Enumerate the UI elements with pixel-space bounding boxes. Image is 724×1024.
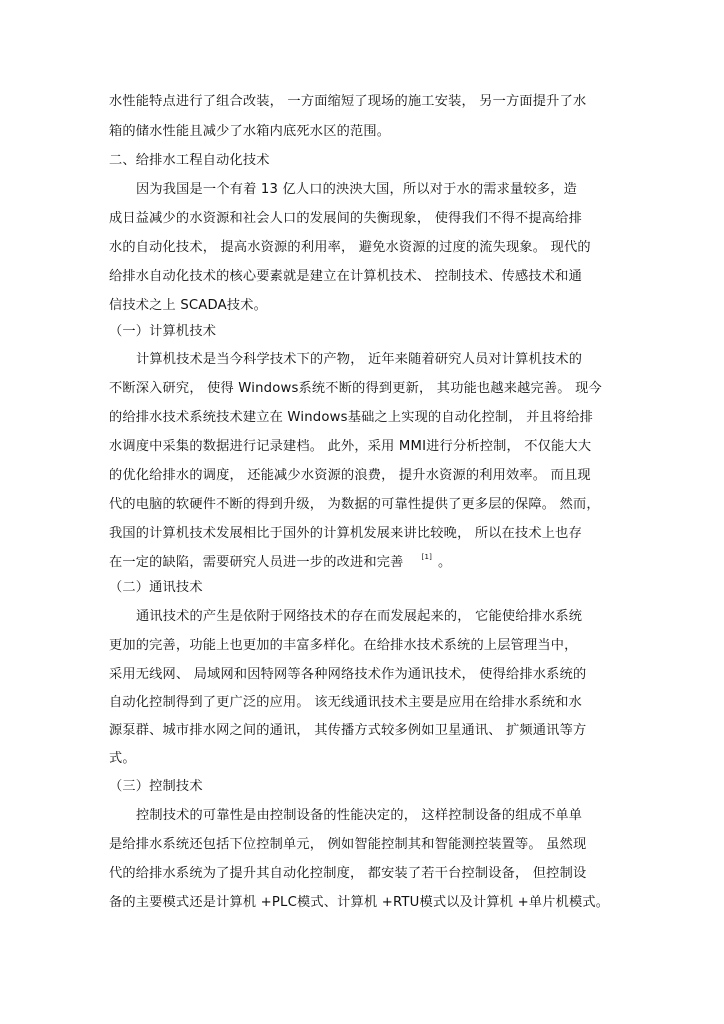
paragraph-line: 计算机技术是当今科学技术下的产物， 近年来随着研究人员对计算机技术的 xyxy=(136,352,583,367)
subsection-heading: （三）控制技术 xyxy=(109,779,203,794)
citation-marker: [1] xyxy=(421,553,433,561)
paragraph-line: 更加的完善，功能上也更加的丰富多样化。在给排水技术系统的上层管理当中， xyxy=(109,638,578,653)
paragraph-line: 的给排水技术系统技术建立在 Windows基础之上实现的自动化控制， 并且将给排 xyxy=(109,410,594,425)
paragraph-line: 代的给排水系统为了提升其自动化控制度， 都安装了若干台控制设备， 但控制设 xyxy=(109,866,587,881)
paragraph-line: 代的电脑的软硬件不断的得到升级， 为数据的可靠性提供了更多层的保障。 然而， xyxy=(109,497,600,512)
section-heading: 二、给排水工程自动化技术 xyxy=(109,153,270,168)
paragraph-line: 成日益减少的水资源和社会人口的发展间的失衡现象， 使得我们不得不提高给排 xyxy=(109,211,582,226)
subsection-heading: （一）计算机技术 xyxy=(109,324,217,339)
paragraph-line: 因为我国是一个有着 13 亿人口的泱泱大国，所以对于水的需求量较多，造 xyxy=(136,182,577,197)
paragraph-line: 信技术之上 SCADA技术。 xyxy=(109,298,268,313)
paragraph-line: 采用无线网、 局域网和因特网等各种网络技术作为通讯技术， 使得给排水系统的 xyxy=(109,667,587,682)
paragraph-line: 我国的计算机技术发展相比于国外的计算机发展来讲比较晚， 所以在技术上也存 xyxy=(109,526,582,541)
paragraph-line: 水调度中采集的数据进行记录建档。 此外，采用 MMI进行分析控制， 不仅能大大 xyxy=(109,439,592,454)
paragraph-line: 自动化控制得到了更广泛的应用。 该无线通讯技术主要是应用在给排水系统和水 xyxy=(109,695,582,710)
paragraph-line: 水性能特点进行了组合改装， 一方面缩短了现场的施工安装， 另一方面提升了水 xyxy=(109,94,587,109)
paragraph-line: 箱的储水性能且减少了水箱内底死水区的范围。 xyxy=(109,124,391,139)
paragraph-line-with-citation xyxy=(109,553,451,574)
sentence-end: 。 xyxy=(438,555,452,570)
paragraph-line: 式。 xyxy=(109,751,136,766)
paragraph-line: 通讯技术的产生是依附于网络技术的存在而发展起来的， 它能使给排水系统 xyxy=(136,609,583,624)
paragraph-line: 控制技术的可靠性是由控制设备的性能决定的， 这样控制设备的组成不单单 xyxy=(136,808,583,823)
paragraph-line: 备的主要模式还是计算机 +PLC模式、计算机 +RTU模式以及计算机 +单片机模式。 xyxy=(109,895,610,910)
paragraph-line: 给排水自动化技术的核心要素就是建立在计算机技术、 控制技术、传感技术和通 xyxy=(109,269,582,284)
paragraph-line: 水的自动化技术， 提高水资源的利用率， 避免水资源的过度的流失现象。 现代的 xyxy=(109,240,591,255)
paragraph-line: 不断深入研究， 使得 Windows系统不断的得到更新， 其功能也越来越完善。 现今 xyxy=(109,381,602,396)
paragraph-text: 在一定的缺陷，需要研究人员进一步的改进和完善 xyxy=(109,555,404,570)
paragraph-line: 源泵群、城市排水网之间的通讯， 其传播方式较多例如卫星通讯、 扩频通讯等方 xyxy=(109,723,587,738)
paragraph-line: 的优化给排水的调度， 还能减少水资源的浪费， 提升水资源的利用效率。 而且现 xyxy=(109,468,591,483)
subsection-heading: （二）通讯技术 xyxy=(109,580,203,595)
paragraph-line: 是给排水系统还包括下位控制单元， 例如智能控制其和智能测控装置等。 虽然现 xyxy=(109,837,587,852)
